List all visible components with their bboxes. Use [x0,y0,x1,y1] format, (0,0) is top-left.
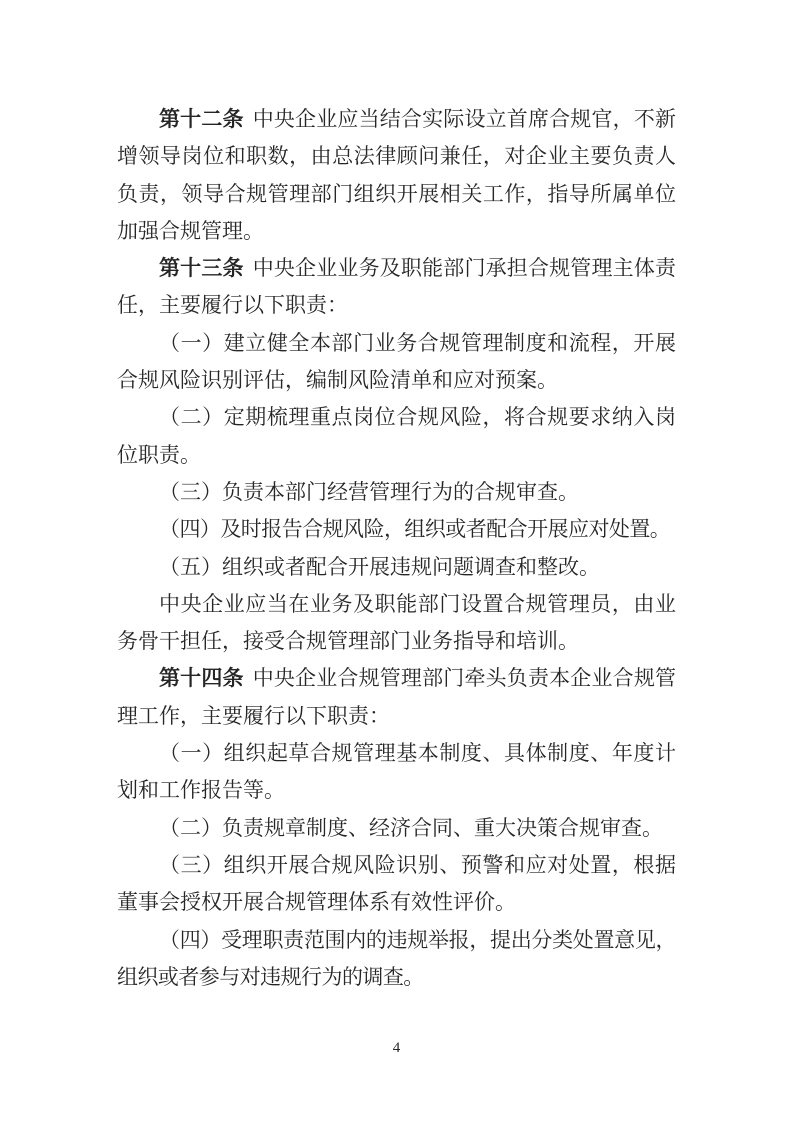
page-number: 4 [392,1040,401,1056]
clause-13-item-1 [117,325,676,400]
paragraph-text: （二）负责规章制度、经济合同、重大决策合规审查。 [159,815,663,840]
paragraph-text: 中央企业合规管理部门牵头负责本企业合规管理工作，主要履行以下职责： [117,666,677,728]
article-number-label: 第十二条 [159,108,244,131]
paragraph-text: （四）及时报告合规风险，组织或者配合开展应对处置。 [159,517,671,542]
paragraph-article-12 [117,101,676,250]
paragraph-text: 中央企业应当结合实际设立首席合规官，不新增领导岗位和职数，由总法律顾问兼任，对企业主要负责人负责，领导合规管理部门组织开展相关工作，指导所属单位加强合规管理。 [117,107,677,243]
paragraph-text: 中央企业业务及职能部门承担合规管理主体责任，主要履行以下职责： [117,256,677,318]
paragraph-text: （二）定期梳理重点岗位合规风险，将合规要求纳入岗位职责。 [117,405,676,467]
clause-13-item-2 [117,399,676,474]
clause-13-item-3 [117,474,676,511]
paragraph-text: （三）负责本部门经营管理行为的合规审查。 [159,479,579,504]
clause-13-item-4 [117,511,676,548]
paragraph-article-14 [117,660,676,735]
clause-14-item-3 [117,847,676,922]
paragraph-article-13 [117,250,676,325]
paragraph-text: 中央企业应当在业务及职能部门设置合规管理员，由业务骨干担任，接受合规管理部门业务指导和培训。 [117,591,676,654]
document-body [117,101,676,996]
article-number-label: 第十四条 [159,667,244,691]
paragraph-text: （一）建立健全本部门业务合规管理制度和流程，开展合规风险识别评估，编制风险清单和应对预案。 [117,330,676,393]
paragraph-text: （三）组织开展合规风险识别、预警和应对处置，根据董事会授权开展合规管理体系有效性评价。 [117,852,676,915]
article-number-label: 第十三条 [159,257,244,281]
clause-13-item-5 [117,549,676,586]
paragraph-compliance-officer-note [117,586,676,661]
paragraph-text: （五）组织或者配合开展违规问题调查和整改。 [159,554,600,579]
paragraph-text: （四）受理职责范围内的违规举报，提出分类处置意见，组织或者参与对违规行为的调查。 [117,927,676,989]
clause-14-item-2 [117,810,676,847]
clause-14-item-4 [117,922,676,997]
paragraph-text: （一）组织起草合规管理基本制度、具体制度、年度计划和工作报告等。 [117,741,676,803]
clause-14-item-1 [117,735,676,810]
